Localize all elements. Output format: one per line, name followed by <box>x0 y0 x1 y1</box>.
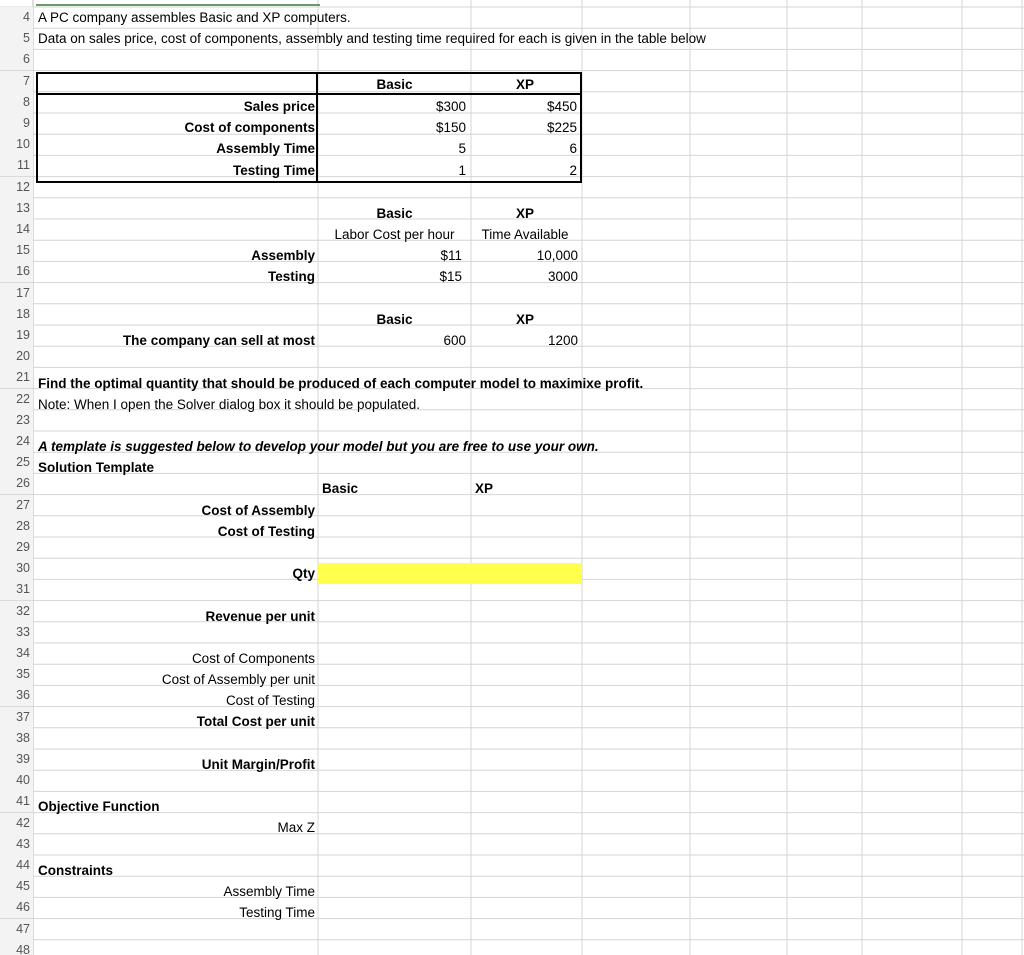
table1-basic-assembly-time[interactable]: 5 <box>458 141 466 156</box>
row-header[interactable]: 43 <box>0 834 33 855</box>
template-unit-margin[interactable]: Unit Margin/Profit <box>201 757 315 772</box>
template-qty-label[interactable]: Qty <box>292 566 315 581</box>
row-header[interactable]: 10 <box>0 134 33 155</box>
row-header[interactable]: 36 <box>0 685 33 706</box>
table1-col-basic[interactable]: Basic <box>376 77 413 92</box>
template-cost-components[interactable]: Cost of Components <box>191 651 315 666</box>
intro-line-2[interactable]: Data on sales price, cost of components, assembly and testing time required for each is given in the table below <box>38 31 706 46</box>
row-header[interactable]: 28 <box>0 516 33 537</box>
row-header[interactable]: 17 <box>0 283 33 304</box>
row-header[interactable]: 7 <box>0 71 33 92</box>
row-header[interactable]: 22 <box>0 389 33 410</box>
table1-col-xp[interactable]: XP <box>515 77 534 92</box>
row-header[interactable]: 32 <box>0 601 33 622</box>
table3-xp-sell-limit[interactable]: 1200 <box>547 333 578 348</box>
maxz-label[interactable]: Max Z <box>277 820 315 835</box>
row-header[interactable]: 20 <box>0 346 33 367</box>
row-header[interactable]: 13 <box>0 198 33 219</box>
row-header[interactable]: 16 <box>0 261 33 282</box>
table1-xp-cost-components[interactable]: $225 <box>546 120 577 135</box>
row-header[interactable]: 45 <box>0 876 33 897</box>
table1-basic-testing-time[interactable]: 1 <box>458 163 466 178</box>
template-cost-testing[interactable]: Cost of Testing <box>217 524 315 539</box>
table1-label-testing-time[interactable]: Testing Time <box>232 163 315 178</box>
table1-label-sales-price[interactable]: Sales price <box>243 99 315 114</box>
template-cost-assembly[interactable]: Cost of Assembly <box>201 503 315 518</box>
table3-label-sell-limit[interactable]: The company can sell at most <box>122 333 315 348</box>
row-header[interactable]: 33 <box>0 622 33 643</box>
table2-col-basic[interactable]: Basic <box>376 206 413 221</box>
row-header[interactable]: 5 <box>0 28 33 49</box>
table1-xp-sales-price[interactable]: $450 <box>546 99 577 114</box>
table2-basic-assembly[interactable]: $11 <box>440 248 462 263</box>
row-header[interactable]: 39 <box>0 749 33 770</box>
table1-xp-assembly-time[interactable]: 6 <box>569 141 577 156</box>
table1-label-rule <box>316 72 318 183</box>
row-header[interactable]: 6 <box>0 49 33 70</box>
table3-col-basic[interactable]: Basic <box>376 312 413 327</box>
intro-line-1[interactable]: A PC company assembles Basic and XP computers. <box>38 10 351 25</box>
row-header[interactable]: 44 <box>0 855 33 876</box>
row-header[interactable]: 25 <box>0 452 33 473</box>
row-header[interactable]: 42 <box>0 813 33 834</box>
template-title[interactable]: Solution Template <box>38 460 155 475</box>
qty-input-cells[interactable] <box>318 563 582 584</box>
row-header[interactable]: 41 <box>0 791 33 812</box>
template-revenue-label[interactable]: Revenue per unit <box>205 609 315 624</box>
task-find[interactable]: Find the optimal quantity that should be produced of each computer model to maximixe profit. <box>38 376 644 391</box>
objective-function-label[interactable]: Objective Function <box>38 799 160 814</box>
row-header[interactable]: 21 <box>0 367 33 388</box>
table1-label-assembly-time[interactable]: Assembly Time <box>216 141 315 156</box>
row-header[interactable]: 4 <box>0 7 33 28</box>
row-header[interactable]: 26 <box>0 473 33 494</box>
table2-label-testing[interactable]: Testing <box>268 269 315 284</box>
constraint-testing-time[interactable]: Testing Time <box>239 905 315 920</box>
row-header[interactable]: 8 <box>0 92 33 113</box>
table2-col-xp[interactable]: XP <box>515 206 534 221</box>
template-cost-assembly-unit[interactable]: Cost of Assembly per unit <box>161 672 315 687</box>
task-suggest[interactable]: A template is suggested below to develop your model but you are free to use your own. <box>38 439 599 454</box>
row-header[interactable]: 11 <box>0 155 33 176</box>
table2-xp-assembly[interactable]: 10,000 <box>536 248 578 263</box>
row-header[interactable]: 15 <box>0 240 33 261</box>
row-header[interactable]: 18 <box>0 304 33 325</box>
template-col-basic[interactable]: Basic <box>322 481 359 496</box>
table3-col-xp[interactable]: XP <box>515 312 534 327</box>
row-header[interactable]: 14 <box>0 219 33 240</box>
table2-xp-testing[interactable]: 3000 <box>547 269 578 284</box>
table2-sub-basic[interactable]: Labor Cost per hour <box>334 227 455 242</box>
constraint-assembly-time[interactable]: Assembly Time <box>223 884 315 899</box>
row-header[interactable]: 37 <box>0 707 33 728</box>
row-header[interactable]: 38 <box>0 728 33 749</box>
row-header[interactable]: 24 <box>0 431 33 452</box>
template-col-xp[interactable]: XP <box>475 481 494 496</box>
row-header[interactable]: 46 <box>0 897 33 918</box>
table1-header-rule <box>36 93 582 95</box>
table1-basic-cost-components[interactable]: $150 <box>435 120 466 135</box>
table2-label-assembly[interactable]: Assembly <box>251 248 315 263</box>
row-header[interactable]: 31 <box>0 579 33 600</box>
row-header[interactable]: 48 <box>0 940 33 955</box>
template-cost-testing-2[interactable]: Cost of Testing <box>225 693 315 708</box>
row-header[interactable]: 9 <box>0 113 33 134</box>
table2-sub-xp[interactable]: Time Available <box>481 227 569 242</box>
row-header[interactable]: 29 <box>0 537 33 558</box>
row-header[interactable]: 34 <box>0 643 33 664</box>
constraints-label[interactable]: Constraints <box>38 863 114 878</box>
row-header[interactable]: 12 <box>0 177 33 198</box>
table3-basic-sell-limit[interactable]: 600 <box>443 333 466 348</box>
task-note[interactable]: Note: When I open the Solver dialog box it should be populated. <box>38 397 421 412</box>
row-header[interactable]: 19 <box>0 325 33 346</box>
table1-label-cost-components[interactable]: Cost of components <box>184 120 315 135</box>
row-header[interactable]: 35 <box>0 664 33 685</box>
template-total-cost[interactable]: Total Cost per unit <box>196 714 315 729</box>
row-header[interactable]: 47 <box>0 919 33 940</box>
row-header[interactable]: 30 <box>0 558 33 579</box>
row-header[interactable]: 40 <box>0 770 33 791</box>
table1-xp-testing-time[interactable]: 2 <box>569 163 577 178</box>
row-header[interactable]: 27 <box>0 495 33 516</box>
table2-basic-testing[interactable]: $15 <box>439 269 462 284</box>
row-header[interactable]: 23 <box>0 410 33 431</box>
table1-basic-sales-price[interactable]: $300 <box>435 99 466 114</box>
